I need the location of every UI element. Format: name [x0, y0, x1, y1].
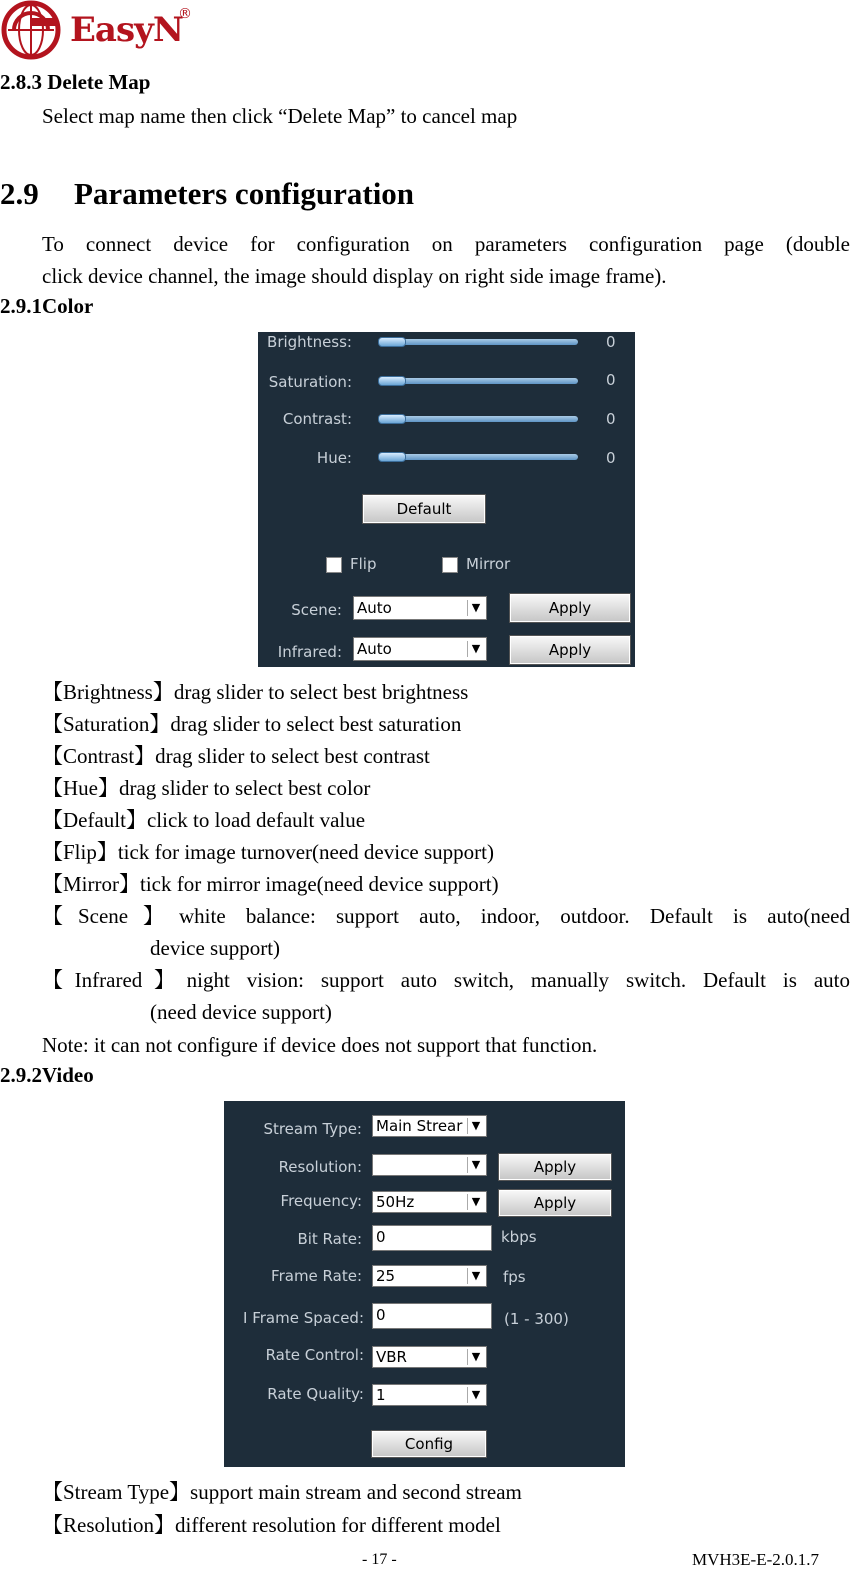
scene-item-line1: 【Scene】white balance: support auto, indoor, outdoor. Default is auto(need	[42, 904, 850, 928]
rate-quality-select-value: 1	[376, 1386, 386, 1404]
section-2-9-1-title: 2.9.1Color	[0, 294, 94, 318]
frame-rate-unit: fps	[503, 1268, 526, 1286]
chevron-down-icon: ▼	[467, 1118, 484, 1134]
frame-rate-label: Frame Rate:	[271, 1267, 362, 1285]
rate-control-select[interactable]	[372, 1346, 487, 1368]
flip-checkbox[interactable]	[326, 557, 342, 573]
list-item: 【Stream Type】support main stream and second stream	[42, 1480, 522, 1504]
hue-slider[interactable]	[378, 454, 578, 460]
rate-quality-label: Rate Quality:	[267, 1385, 364, 1403]
bit-rate-input[interactable]: 0	[372, 1225, 492, 1251]
bit-rate-unit: kbps	[501, 1228, 537, 1246]
rate-quality-select[interactable]	[372, 1384, 487, 1406]
hue-slider-thumb[interactable]	[378, 452, 406, 462]
saturation-value: 0	[606, 371, 616, 389]
mirror-checkbox[interactable]	[442, 557, 458, 573]
list-item: 【Default】click to load default value	[42, 808, 366, 832]
note-text: Note: it can not configure if device does not support that function.	[42, 1033, 598, 1057]
section-2-8-3-body: Select map name then click “Delete Map” to cancel map	[42, 104, 518, 128]
scene-select-value: Auto	[357, 599, 392, 617]
frequency-apply-button[interactable]: Apply	[499, 1190, 611, 1216]
frequency-select-value: 50Hz	[376, 1193, 415, 1211]
chevron-down-icon: ▼	[467, 1194, 484, 1210]
list-item: 【Saturation】drag slider to select best saturation	[42, 712, 462, 736]
color-settings-panel	[258, 332, 635, 667]
infrared-item-line1: 【Infrared】night vision: support auto switch, manually switch. Default is auto	[42, 968, 850, 992]
stream-type-select-value: Main Strear	[376, 1117, 463, 1135]
iframe-spaced-input[interactable]: 0	[372, 1303, 492, 1329]
bit-rate-label: Bit Rate:	[297, 1230, 362, 1248]
chevron-down-icon: ▼	[467, 1268, 484, 1284]
saturation-slider-thumb[interactable]	[378, 376, 406, 386]
section-2-9-2-title: 2.9.2Video	[0, 1063, 94, 1087]
contrast-slider-thumb[interactable]	[378, 414, 406, 424]
default-button[interactable]: Default	[363, 495, 485, 523]
section-2-9-intro-line1: To connect device for configuration on parameters configuration page (double	[42, 232, 850, 256]
page-number: - 17 -	[362, 1551, 397, 1568]
scene-item-line2: device support)	[150, 936, 281, 960]
config-button[interactable]: Config	[372, 1431, 486, 1457]
list-item: 【Contrast】drag slider to select best contrast	[42, 744, 430, 768]
contrast-value: 0	[606, 410, 616, 428]
contrast-label: Contrast:	[282, 410, 352, 428]
scene-apply-button[interactable]: Apply	[510, 594, 630, 622]
section-2-9-number: 2.9	[0, 176, 39, 211]
video-settings-panel	[224, 1101, 625, 1467]
infrared-label: Infrared:	[277, 643, 342, 661]
infrared-select[interactable]	[353, 637, 487, 661]
chevron-down-icon: ▼	[467, 641, 484, 657]
list-item: 【Flip】tick for image turnover(need device support)	[42, 840, 494, 864]
frame-rate-select-value: 25	[376, 1267, 396, 1285]
section-2-9-title: Parameters configuration	[74, 176, 415, 211]
hue-label: Hue:	[316, 449, 352, 467]
logo-registered-mark: ®	[178, 6, 192, 22]
saturation-label: Saturation:	[268, 373, 352, 391]
stream-type-select[interactable]	[372, 1115, 487, 1137]
chevron-down-icon: ▼	[467, 1387, 484, 1403]
scene-label: Scene:	[291, 601, 342, 619]
frequency-label: Frequency:	[280, 1192, 362, 1210]
section-2-8-3-title: 2.8.3 Delete Map	[0, 70, 151, 94]
scene-select[interactable]	[353, 596, 487, 620]
rate-control-label: Rate Control:	[265, 1346, 364, 1364]
infrared-select-value: Auto	[357, 640, 392, 658]
chevron-down-icon: ▼	[467, 1349, 484, 1365]
list-item: 【Brightness】drag slider to select best brightness	[42, 680, 469, 704]
brightness-label: Brightness:	[267, 333, 352, 351]
list-item: 【Hue】drag slider to select best color	[42, 776, 371, 800]
iframe-spaced-range: (1 - 300)	[504, 1310, 569, 1328]
frequency-select[interactable]	[372, 1191, 487, 1213]
brightness-slider-thumb[interactable]	[378, 337, 406, 347]
resolution-label: Resolution:	[278, 1158, 362, 1176]
frame-rate-select[interactable]	[372, 1265, 487, 1287]
flip-label: Flip	[350, 555, 377, 573]
rate-control-select-value: VBR	[376, 1348, 407, 1366]
resolution-select[interactable]	[372, 1154, 487, 1176]
stream-type-label: Stream Type:	[263, 1120, 362, 1138]
logo-text: EasyN	[70, 10, 183, 50]
brightness-slider[interactable]	[378, 339, 578, 345]
mirror-label: Mirror	[466, 555, 511, 573]
infrared-item-line2: (need device support)	[150, 1000, 332, 1024]
brightness-value: 0	[606, 333, 616, 351]
resolution-apply-button[interactable]: Apply	[499, 1154, 611, 1180]
logo	[0, 0, 200, 62]
iframe-spaced-label: I Frame Spaced:	[243, 1309, 364, 1327]
contrast-slider[interactable]	[378, 416, 578, 422]
section-2-9-intro-line2: click device channel, the image should display on right side image frame).	[42, 264, 667, 288]
saturation-slider[interactable]	[378, 378, 578, 384]
hue-value: 0	[606, 449, 616, 467]
chevron-down-icon: ▼	[467, 600, 484, 616]
infrared-apply-button[interactable]: Apply	[510, 636, 630, 664]
document-id: MVH3E-E-2.0.1.7	[692, 1550, 820, 1569]
chevron-down-icon: ▼	[467, 1157, 484, 1173]
list-item: 【Resolution】different resolution for different model	[42, 1513, 501, 1537]
list-item: 【Mirror】tick for mirror image(need device support)	[42, 872, 499, 896]
logo-globe-icon	[0, 0, 64, 62]
